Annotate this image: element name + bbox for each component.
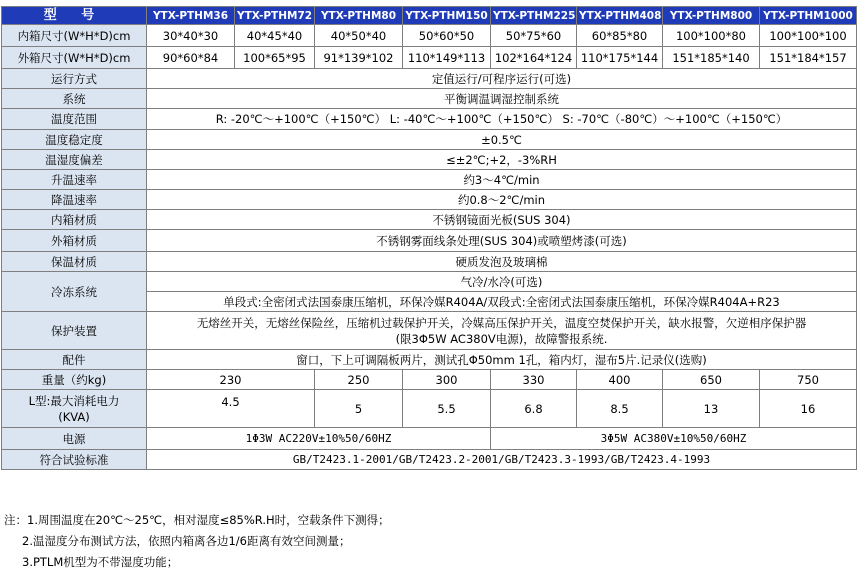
cell-value: 3Φ5W AC380V±10%50/60HZ	[491, 428, 857, 450]
row-value: 定值运行/可程序运行(可选)	[147, 69, 857, 89]
weight-row	[2, 370, 857, 390]
protection-values	[147, 312, 857, 350]
cell-value: 90*60*84	[147, 47, 235, 69]
model-name: YTX-PTHM225	[491, 7, 577, 25]
protection-line-2: (限3Φ5W AC380V电源)，故障警报系统.	[395, 331, 608, 346]
row-label: 温度范围	[2, 109, 147, 130]
spec-row	[2, 130, 857, 150]
cell-value: 250	[315, 370, 403, 390]
cell-value: 60*85*80	[577, 25, 663, 47]
cell-value: 100*65*95	[235, 47, 315, 69]
note-line: 3.PTLM机型为不带湿度功能；	[22, 555, 179, 569]
row-value: GB/T2423.1-2001/GB/T2423.2-2001/GB/T2423.3-1993/GB/T2423.4-1993	[147, 450, 857, 470]
row-value: 平衡调温调湿控制系统	[147, 89, 857, 109]
notes	[4, 510, 854, 573]
row-value: 窗口，下上可调隔板两片，测试孔Φ50mm 1孔，箱内灯，湿布5片.记录仪(选购)	[147, 350, 857, 370]
row-label: 降温速率	[2, 190, 147, 210]
protection-line-1: 无熔丝开关，无熔丝保险丝，压缩机过载保护开关，冷媒高压保护开关，温度空焚保护开关，缺水报警，欠逆相序保护器	[196, 315, 807, 330]
cell-value: 102*164*124	[491, 47, 577, 69]
row-label: 内箱材质	[2, 210, 147, 230]
cell-value: 4.5	[147, 390, 315, 428]
cell-value: 230	[147, 370, 315, 390]
cell-value: 91*139*102	[315, 47, 403, 69]
row-label: 冷冻系统	[2, 272, 147, 312]
note-line: 2.温湿度分布测试方法，依照内箱离各边1/6距离有效空间测量；	[22, 534, 351, 548]
header-row	[2, 7, 857, 25]
cell-value: 8.5	[577, 390, 663, 428]
row-label: 系统	[2, 89, 147, 109]
cell-value: 50*60*50	[403, 25, 491, 47]
row-label: 配件	[2, 350, 147, 370]
cell-value: 110*175*144	[577, 47, 663, 69]
cell-value: 6.8	[491, 390, 577, 428]
model-name: YTX-PTHM36	[147, 7, 235, 25]
spec-row	[2, 69, 857, 89]
power-row	[2, 390, 857, 428]
row-label: 外箱尺寸(W*H*D)cm	[2, 47, 147, 69]
accessories-row	[2, 350, 857, 370]
model-name: YTX-PTHM72	[235, 7, 315, 25]
row-label: 温湿度偏差	[2, 150, 147, 170]
row-label	[2, 390, 147, 428]
model-name: YTX-PTHM150	[403, 7, 491, 25]
cell-value: 5	[315, 390, 403, 428]
cooling-row	[2, 272, 857, 292]
row-value: 约3～4℃/min	[147, 170, 857, 190]
outer-size-row	[2, 47, 857, 69]
spec-row	[2, 230, 857, 252]
row-value: ±0.5℃	[147, 130, 857, 150]
row-label: 运行方式	[2, 69, 147, 89]
row-value: 硬质发泡及玻璃棉	[147, 252, 857, 272]
cell-value: 300	[403, 370, 491, 390]
cell-value: 100*100*100	[760, 25, 857, 47]
model-name: YTX-PTHM80	[315, 7, 403, 25]
cell-value: 110*149*113	[403, 47, 491, 69]
cell-value: 151*185*140	[663, 47, 760, 69]
model-name: YTX-PTHM408	[577, 7, 663, 25]
cell-value: 50*75*60	[491, 25, 577, 47]
cell-value: 13	[663, 390, 760, 428]
inner-size-row	[2, 25, 857, 47]
cell-value: 1Φ3W AC220V±10%50/60HZ	[147, 428, 491, 450]
cell-value: 750	[760, 370, 857, 390]
row-label: 重量（约kg)	[2, 370, 147, 390]
row-value: 约0.8～2℃/min	[147, 190, 857, 210]
cell-value: 151*184*157	[760, 47, 857, 69]
row-value: 不锈钢镜面光板(SUS 304)	[147, 210, 857, 230]
protection-row	[2, 312, 857, 350]
row-label: 电源	[2, 428, 147, 450]
power-label-line-2: (KVA)	[58, 409, 90, 424]
model-name: YTX-PTHM800	[663, 7, 760, 25]
spec-row	[2, 89, 857, 109]
cell-value: 30*40*30	[147, 25, 235, 47]
power-label-line-1: L型:最大消耗电力	[28, 393, 120, 408]
cell-value: 40*45*40	[235, 25, 315, 47]
row-value: 不锈钢雾面线条处理(SUS 304)或喷塑烤漆(可选)	[147, 230, 857, 252]
spec-table	[1, 6, 857, 470]
spec-row	[2, 252, 857, 272]
spec-row	[2, 210, 857, 230]
row-label: 保护装置	[2, 312, 147, 350]
note-line: 注：1.周围温度在20℃～25℃，相对湿度≤85%R.H时，空载条件下测得；	[4, 513, 390, 527]
row-label: 符合试验标准	[2, 450, 147, 470]
cell-value: 100*100*80	[663, 25, 760, 47]
standard-row	[2, 450, 857, 470]
spec-row	[2, 190, 857, 210]
supply-row	[2, 428, 857, 450]
row-value: 气冷/水冷(可选)	[147, 272, 857, 292]
cell-value: 400	[577, 370, 663, 390]
row-label: 外箱材质	[2, 230, 147, 252]
model-name: YTX-PTHM1000	[760, 7, 857, 25]
row-label: 升温速率	[2, 170, 147, 190]
spec-row	[2, 109, 857, 130]
row-value: R: -20℃～+100℃（+150℃） L: -40℃～+100℃（+150℃） S: -70℃（-80℃）～+100℃（+150℃）	[147, 109, 857, 130]
row-label: 内箱尺寸(W*H*D)cm	[2, 25, 147, 47]
row-label: 保温材质	[2, 252, 147, 272]
cell-value: 5.5	[403, 390, 491, 428]
row-value: ≤±2℃;+2，-3%RH	[147, 150, 857, 170]
model-label: 型 号	[2, 7, 147, 25]
spec-row	[2, 150, 857, 170]
cell-value: 40*50*40	[315, 25, 403, 47]
row-label: 温度稳定度	[2, 130, 147, 150]
cell-value: 650	[663, 370, 760, 390]
cell-value: 16	[760, 390, 857, 428]
row-value: 单段式:全密闭式法国泰康压缩机，环保冷媒R404A/双段式:全密闭式法国泰康压缩机，环保冷媒R404A+R23	[147, 292, 857, 312]
spec-row	[2, 170, 857, 190]
cell-value: 330	[491, 370, 577, 390]
